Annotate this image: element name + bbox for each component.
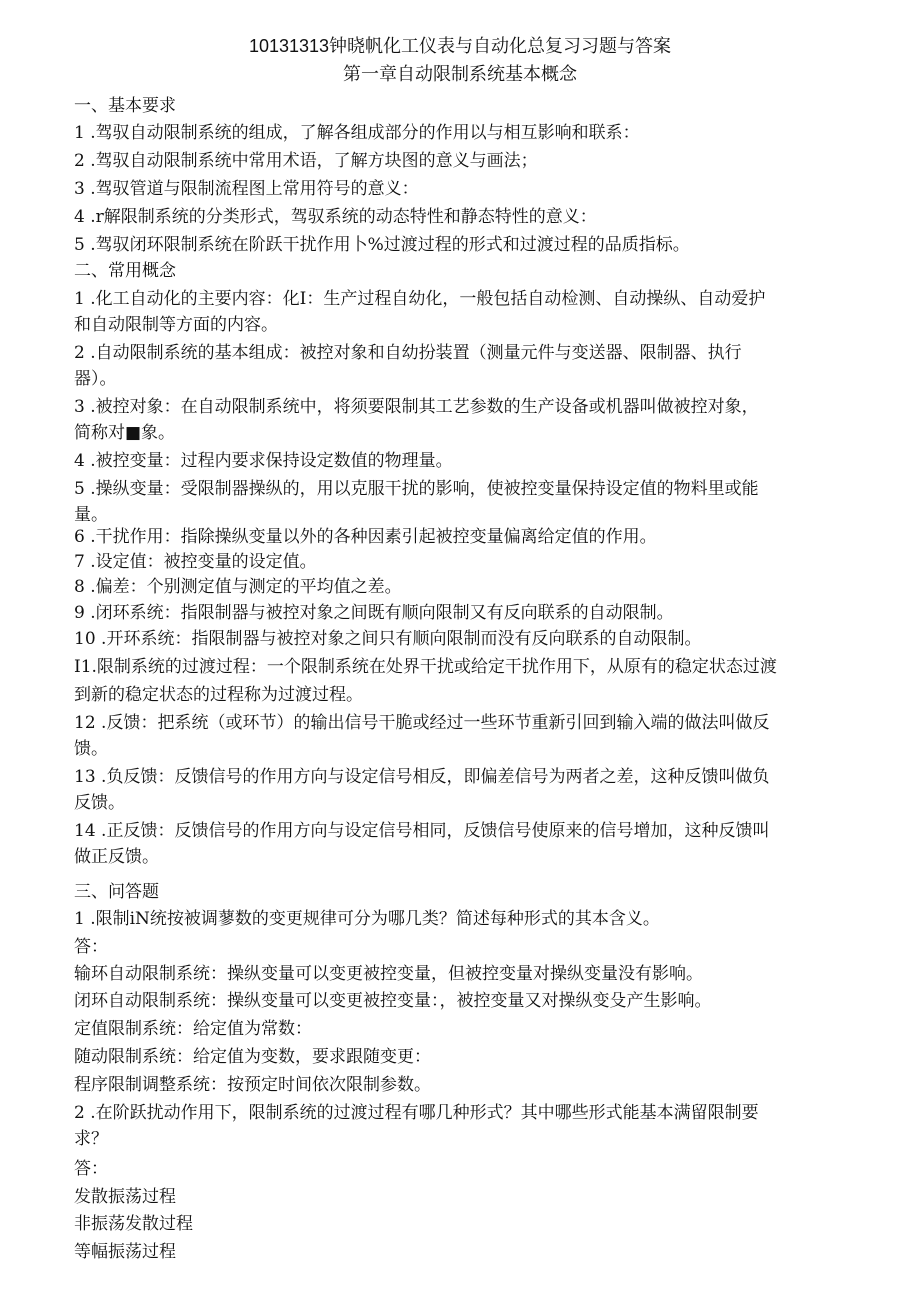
section-heading-basic-requirements: 一、基本要求 — [74, 96, 176, 116]
qa-line: 程序限制调整系统：按预定时间依次限制参数。 — [74, 1075, 431, 1095]
concept-line: 10 .开环系统：指限制器与被控对象之间只有顺向限制而没有反向联系的自动限制。 — [74, 629, 702, 649]
concept-line: 简称对■象。 — [74, 423, 176, 443]
section-heading-qa: 三、问答题 — [74, 882, 159, 902]
concept-line: 6 .干扰作用：指除操纵变量以外的各种因素引起被控变量偏离给定值的作用。 — [74, 527, 657, 547]
qa-line: 2 .在阶跃扰动作用下，限制系统的过渡过程有哪几种形式？其中哪些形式能基本满留限制要 — [74, 1103, 759, 1123]
concept-line: 馈。 — [74, 739, 108, 759]
concept-line: 量。 — [74, 505, 108, 525]
qa-line: 1 .限制iN统按被调蓼数的变更规律可分为哪几类？简述每种形式的其本含义。 — [74, 909, 660, 929]
concept-line: 4 .被控变量：过程内要求保持设定数值的物理量。 — [74, 451, 453, 471]
concept-line: 反馈。 — [74, 793, 125, 813]
concept-line: 9 .闭环系统：指限制器与被控对象之间既有顺向限制又有反向联系的自动限制。 — [74, 603, 674, 623]
qa-line: 求？ — [74, 1129, 108, 1149]
concept-line: 7 .设定值：被控变量的设定值。 — [74, 552, 317, 572]
concept-line: I1.限制系统的过渡过程：一个限制系统在处界干扰或给定干扰作用下，从原有的稳定状态过渡 — [74, 657, 777, 677]
concept-line: 5 .操纵变量：受限制器操纵的，用以克服干扰的影响，使被控变量保持设定值的物料里或能 — [74, 479, 759, 499]
concept-line: 8 .偏差：个别测定值与测定的平均值之差。 — [74, 577, 402, 597]
requirement-item: 3 .驾驭管道与限制流程图上常用符号的意义： — [74, 179, 419, 199]
qa-line: 答： — [74, 1159, 108, 1179]
qa-line: 等幅振荡过程 — [74, 1242, 176, 1262]
qa-line: 答： — [74, 937, 108, 957]
concept-line: 1 .化工自动化的主要内容：化I：生产过程自幼化，一般包括自动检测、自动操纵、自动爱护 — [74, 289, 766, 309]
concept-line: 12 .反馈：把系统（或环节）的输出信号干脆或经过一些环节重新引回到输入端的做法叫做反 — [74, 713, 770, 733]
section-heading-common-concepts: 二、常用概念 — [74, 261, 176, 281]
qa-line: 非振荡发散过程 — [74, 1214, 193, 1234]
document-title: 10131313钟晓帆化工仪表与自动化总复习习题与答案 — [248, 36, 672, 56]
qa-line: 输环自动限制系统：操纵变量可以变更被控变量，但被控变量对操纵变量没有影响。 — [74, 964, 703, 984]
concept-line: 2 .自动限制系统的基本组成：被控对象和自幼扮装置（测量元件与变送器、限制器、执行 — [74, 343, 742, 363]
chapter-title: 第一章自动限制系统基本概念 — [343, 64, 577, 85]
qa-line: 定值限制系统：给定值为常数： — [74, 1019, 312, 1039]
requirement-item: 2 .驾驭自动限制系统中常用术语，了解方块图的意义与画法； — [74, 151, 538, 171]
concept-line: 13 .负反馈：反馈信号的作用方向与设定信号相反，即偏差信号为两者之差，这种反馈叫做负 — [74, 767, 770, 787]
requirement-item: 4 .r解限制系统的分类形式，驾驭系统的动态特性和静态特性的意义： — [74, 207, 597, 227]
concept-line: 14 .正反馈：反馈信号的作用方向与设定信号相同，反馈信号使原来的信号增加，这种反馈叫 — [74, 821, 770, 841]
qa-line: 发散振荡过程 — [74, 1187, 176, 1207]
qa-line: 随动限制系统：给定值为变数，要求跟随变更： — [74, 1047, 431, 1067]
concept-line: 器）。 — [74, 369, 117, 389]
concept-line: 和自动限制等方面的内容。 — [74, 315, 278, 335]
concept-line: 3 .被控对象：在自动限制系统中，将须要限制其工艺参数的生产设备或机器叫做被控对象， — [74, 397, 759, 417]
concept-line: 到新的稳定状态的过程称为过渡过程。 — [74, 685, 363, 705]
requirement-item: 1 .驾驭自动限制系统的组成，了解各组成部分的作用以与相互影响和联系： — [74, 123, 640, 143]
requirement-item: 5 .驾驭闭环限制系统在阶跃干扰作用卜%过渡过程的形式和过渡过程的品质指标。 — [74, 235, 690, 255]
qa-line: 闭环自动限制系统：操纵变量可以变更被控变量：，被控变量又对操纵变殳产生影响。 — [74, 991, 712, 1011]
concept-line: 做正反馈。 — [74, 847, 159, 867]
